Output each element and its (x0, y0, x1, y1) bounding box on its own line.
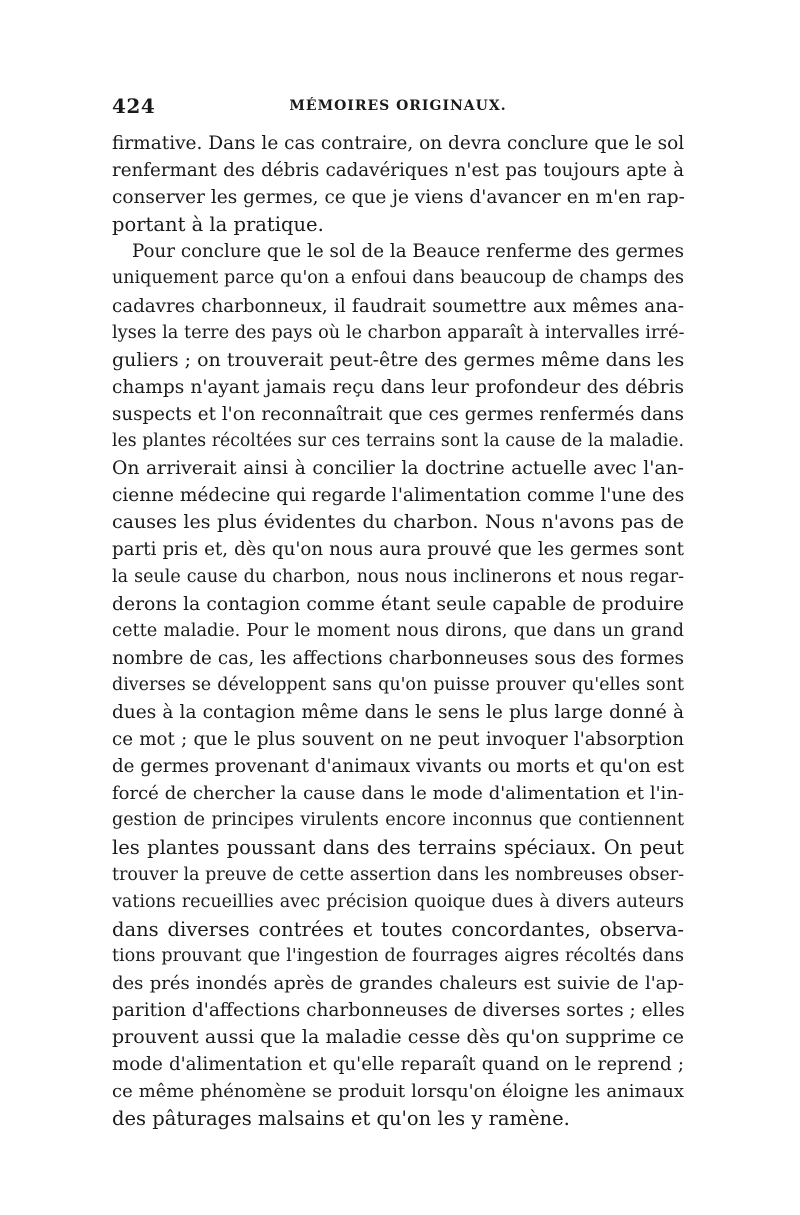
text-line: portant à la pratique. (112, 213, 324, 237)
text-line: trouver la preuve de cette assertion dans les nombreuses obser- (112, 864, 684, 885)
text-line: vations recueillies avec précision quoique dues à divers auteurs (112, 891, 684, 912)
text-line: diverses se développent sans qu'on puisse prouver qu'elles sont (112, 674, 684, 695)
text-line: lyses la terre des pays où le charbon apparaît à intervalles irré- (112, 322, 685, 343)
text-line: Pour conclure que le sol de la Beauce renferme des germes (132, 241, 684, 263)
text-line: cadavres charbonneux, il faudrait soumettre aux mêmes ana- (112, 295, 684, 317)
text-line: la seule cause du charbon, nous nous inclinerons et nous regar- (112, 566, 684, 587)
text-line: les plantes poussant dans des terrains spéciaux. On peut (112, 836, 684, 860)
text-line: On arriverait ainsi à concilier la doctrine actuelle avec l'an- (112, 458, 684, 480)
text-line: firmative. Dans le cas contraire, on devra conclure que le sol (112, 133, 685, 154)
text-line: dans diverses contrées et toutes concordantes, observa- (112, 917, 684, 941)
text-line: cienne médecine qui regarde l'alimentation comme l'une des (112, 485, 685, 507)
text-line: ce mot ; que le plus souvent on ne peut invoquer l'absorption (112, 729, 684, 751)
text-line: des prés inondés après de grandes chaleurs est suivie de l'ap- (112, 972, 684, 994)
body-text (112, 130, 684, 1132)
text-line: forcé de chercher la cause dans le mode d'alimentation et l'in- (112, 783, 684, 805)
text-line: tions prouvant que l'ingestion de fourrages aigres récoltés dans (112, 945, 684, 966)
text-line: conserver les germes, ce que je viens d'avancer en m'en rap- (112, 187, 685, 209)
text-line: parition d'affections charbonneuses de diverses sortes ; elles (112, 1000, 685, 1021)
text-line: cette maladie. Pour le moment nous dirons, que dans un grand (112, 620, 684, 641)
text-line: des pâturages malsains et qu'on les y ramène. (112, 1107, 570, 1131)
text-line: de germes provenant d'animaux vivants ou morts et qu'on est (112, 756, 685, 778)
text-line: parti pris et, dès qu'on nous aura prouvé que les germes sont (112, 539, 684, 561)
text-line: ce même phénomène se produit lorsqu'on éloigne les animaux (112, 1081, 684, 1103)
text-line: mode d'alimentation et qu'elle reparaît quand on le reprend ; (112, 1054, 684, 1076)
text-line: nombre de cas, les affections charbonneuses sous des formes (112, 647, 684, 669)
text-line: uniquement parce qu'on a enfoui dans beaucoup de champs des (112, 268, 684, 289)
text-line: prouvent aussi que la maladie cesse dès qu'on supprime ce (112, 1026, 684, 1049)
text-line: dues à la contagion même dans le sens le plus large donné à (112, 701, 684, 723)
text-line: causes les plus évidentes du charbon. Nous n'avons pas de (112, 511, 684, 534)
paragraph-1 (112, 130, 684, 238)
running-head: MÉMOIRES ORIGINAUX. (289, 98, 507, 114)
text-line: les plantes récoltées sur ces terrains sont la cause de la maladie. (112, 431, 684, 452)
text-line: suspects et l'on reconnaîtrait que ces germes renfermés dans (112, 403, 684, 425)
text-line: gestion de principes virulents encore inconnus que contiennent (112, 810, 684, 831)
page-header (112, 94, 684, 124)
text-line: champs n'ayant jamais reçu dans leur profondeur des débris (112, 376, 684, 398)
paragraph-2 (112, 238, 684, 1132)
text-line: derons la contagion comme étant seule capable de produire (112, 593, 684, 615)
text-line: renfermant des débris cadavériques n'est pas toujours apte à (112, 160, 684, 182)
page-number: 424 (112, 94, 156, 118)
text-line: guliers ; on trouverait peut-être des germes même dans les (112, 348, 685, 371)
